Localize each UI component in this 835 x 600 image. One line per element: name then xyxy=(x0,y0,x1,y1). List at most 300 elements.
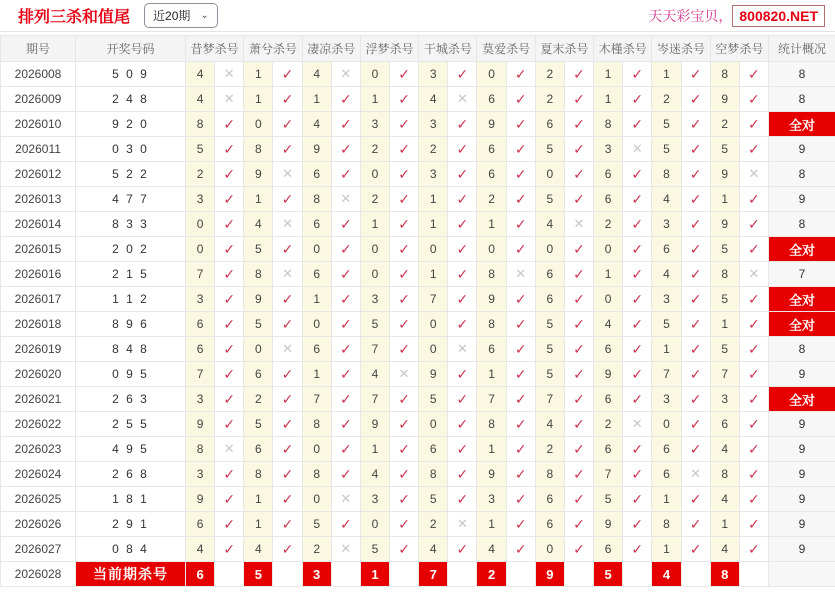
period-cell: 2026009 xyxy=(1,87,76,112)
check-icon: ✓ xyxy=(456,165,469,182)
period-cell: 2026021 xyxy=(1,387,76,412)
kill-value-cell: 0 xyxy=(302,312,331,337)
check-icon: ✓ xyxy=(631,215,644,232)
kill-value-cell: 0 xyxy=(244,112,273,137)
check-icon: ✓ xyxy=(281,415,294,432)
draw-numbers-cell: 2 4 8 xyxy=(76,87,186,112)
check-icon: ✓ xyxy=(514,165,527,182)
current-kill-mark-cell xyxy=(739,562,768,587)
kill-mark-cell xyxy=(681,237,710,262)
check-icon: ✓ xyxy=(456,315,469,332)
table-row xyxy=(1,162,835,187)
cross-icon: ✕ xyxy=(340,66,352,81)
kill-mark-cell xyxy=(739,387,768,412)
check-icon: ✓ xyxy=(281,240,294,257)
check-icon: ✓ xyxy=(573,490,585,507)
kill-value-cell: 7 xyxy=(652,362,681,387)
kill-value-cell: 6 xyxy=(302,212,331,237)
kill-value-cell: 9 xyxy=(186,487,215,512)
check-icon: ✓ xyxy=(631,190,644,207)
kill-mark-cell xyxy=(390,62,419,87)
kill-value-cell: 5 xyxy=(419,387,448,412)
kill-value-cell: 8 xyxy=(302,412,331,437)
all-correct-badge: 全对 xyxy=(768,287,835,312)
cross-icon: ✕ xyxy=(456,91,468,106)
period-cell: 2026025 xyxy=(1,487,76,512)
kill-mark-cell xyxy=(623,162,652,187)
kill-mark-cell xyxy=(506,137,535,162)
kill-mark-cell xyxy=(273,187,302,212)
check-icon: ✓ xyxy=(223,190,236,207)
check-icon: ✓ xyxy=(339,165,352,182)
draw-numbers-cell: 4 9 5 xyxy=(76,437,186,462)
kill-mark-cell xyxy=(448,62,477,87)
kill-mark-cell xyxy=(448,512,477,537)
kill-mark-cell xyxy=(390,412,419,437)
kill-value-cell: 3 xyxy=(186,387,215,412)
check-icon: ✓ xyxy=(689,240,702,257)
check-icon: ✓ xyxy=(398,515,410,532)
kill-value-cell: 4 xyxy=(594,312,623,337)
kill-mark-cell xyxy=(506,62,535,87)
kill-value-cell: 1 xyxy=(244,87,273,112)
kill-value-cell: 1 xyxy=(594,62,623,87)
kill-mark-cell xyxy=(739,162,768,187)
kill-mark-cell xyxy=(739,312,768,337)
table-row xyxy=(1,287,835,312)
kill-value-cell: 5 xyxy=(710,287,739,312)
check-icon: ✓ xyxy=(339,90,352,107)
kill-value-cell: 2 xyxy=(186,162,215,187)
check-icon: ✓ xyxy=(631,65,644,82)
kill-value-cell: 5 xyxy=(535,337,564,362)
kill-value-cell: 1 xyxy=(302,362,331,387)
kill-mark-cell xyxy=(215,462,244,487)
kill-mark-cell xyxy=(681,137,710,162)
kill-mark-cell xyxy=(681,187,710,212)
check-icon: ✓ xyxy=(339,315,352,332)
kill-mark-cell xyxy=(215,212,244,237)
kill-value-cell: 0 xyxy=(594,287,623,312)
period-cell: 2026011 xyxy=(1,137,76,162)
table-row xyxy=(1,537,835,562)
kill-mark-cell xyxy=(739,337,768,362)
check-icon: ✓ xyxy=(689,140,702,157)
check-icon: ✓ xyxy=(689,190,702,207)
kill-mark-cell xyxy=(681,487,710,512)
check-icon: ✓ xyxy=(748,115,760,132)
kill-value-cell: 1 xyxy=(302,287,331,312)
kill-mark-cell xyxy=(739,262,768,287)
period-cell: 2026024 xyxy=(1,462,76,487)
site-domain-link[interactable]: 800820.NET xyxy=(732,5,825,27)
kill-mark-cell xyxy=(448,362,477,387)
kill-mark-cell xyxy=(564,537,593,562)
kill-mark-cell xyxy=(448,487,477,512)
current-kill-value-cell: 5 xyxy=(594,562,623,587)
period-cell: 2026008 xyxy=(1,62,76,87)
kill-value-cell: 4 xyxy=(244,537,273,562)
kill-value-cell: 6 xyxy=(594,537,623,562)
kill-value-cell: 7 xyxy=(710,362,739,387)
table-row xyxy=(1,487,835,512)
kill-mark-cell xyxy=(623,87,652,112)
check-icon: ✓ xyxy=(339,290,352,307)
check-icon: ✓ xyxy=(514,65,527,82)
draw-numbers-cell: 5 0 9 xyxy=(76,62,186,87)
cross-icon: ✕ xyxy=(282,216,293,231)
kill-value-cell: 4 xyxy=(710,537,739,562)
period-cell: 2026012 xyxy=(1,162,76,187)
kill-mark-cell xyxy=(506,437,535,462)
kill-value-cell: 2 xyxy=(477,187,506,212)
kill-value-cell: 1 xyxy=(477,212,506,237)
stat-cell: 8 xyxy=(768,337,835,362)
kill-mark-cell xyxy=(623,112,652,137)
cross-icon: ✕ xyxy=(631,416,643,431)
check-icon: ✓ xyxy=(398,65,410,82)
check-icon: ✓ xyxy=(748,440,760,457)
check-icon: ✓ xyxy=(689,215,702,232)
kill-value-cell: 4 xyxy=(710,487,739,512)
kill-mark-cell xyxy=(331,512,360,537)
kill-mark-cell xyxy=(273,237,302,262)
kill-value-cell: 4 xyxy=(535,412,564,437)
kill-mark-cell xyxy=(273,362,302,387)
kill-mark-cell xyxy=(564,112,593,137)
check-icon: ✓ xyxy=(631,340,644,357)
kill-value-cell: 6 xyxy=(652,237,681,262)
kill-mark-cell xyxy=(681,512,710,537)
kill-mark-cell xyxy=(506,487,535,512)
kill-value-cell: 4 xyxy=(652,187,681,212)
check-icon: ✓ xyxy=(281,365,294,382)
kill-mark-cell xyxy=(273,87,302,112)
kill-value-cell: 0 xyxy=(535,162,564,187)
period-range-value: 近20期 xyxy=(153,9,191,23)
kill-mark-cell xyxy=(564,162,593,187)
kill-mark-cell xyxy=(623,362,652,387)
kill-mark-cell xyxy=(681,462,710,487)
check-icon: ✓ xyxy=(281,490,294,507)
table-row xyxy=(1,87,835,112)
kill-value-cell: 1 xyxy=(652,62,681,87)
kill-mark-cell xyxy=(448,312,477,337)
kill-value-cell: 6 xyxy=(186,312,215,337)
check-icon: ✓ xyxy=(631,265,644,282)
check-icon: ✓ xyxy=(748,415,760,432)
kill-mark-cell xyxy=(564,462,593,487)
draw-numbers-cell: 2 6 8 xyxy=(76,462,186,487)
column-header-killer-4: 浮梦杀号 xyxy=(360,36,418,62)
check-icon: ✓ xyxy=(573,290,585,307)
kill-value-cell: 6 xyxy=(535,487,564,512)
check-icon: ✓ xyxy=(456,190,469,207)
kill-mark-cell xyxy=(215,312,244,337)
draw-numbers-cell: 2 6 3 xyxy=(76,387,186,412)
check-icon: ✓ xyxy=(223,540,236,557)
kill-value-cell: 5 xyxy=(244,312,273,337)
kill-value-cell: 3 xyxy=(360,487,389,512)
check-icon: ✓ xyxy=(223,365,236,382)
kill-value-cell: 8 xyxy=(535,462,564,487)
column-header-killer-3: 凄凉杀号 xyxy=(302,36,360,62)
period-cell: 2026013 xyxy=(1,187,76,212)
kill-mark-cell xyxy=(390,262,419,287)
kill-value-cell: 2 xyxy=(244,387,273,412)
kill-mark-cell xyxy=(390,462,419,487)
kill-value-cell: 0 xyxy=(360,262,389,287)
kill-value-cell: 6 xyxy=(535,262,564,287)
kill-mark-cell xyxy=(331,162,360,187)
kill-mark-cell xyxy=(331,487,360,512)
kill-value-cell: 6 xyxy=(535,512,564,537)
kill-value-cell: 3 xyxy=(594,137,623,162)
kill-mark-cell xyxy=(739,112,768,137)
kill-mark-cell xyxy=(506,537,535,562)
kill-mark-cell xyxy=(273,337,302,362)
kill-value-cell: 8 xyxy=(652,162,681,187)
period-cell: 2026014 xyxy=(1,212,76,237)
kill-value-cell: 4 xyxy=(302,112,331,137)
kill-value-cell: 9 xyxy=(710,212,739,237)
kill-value-cell: 1 xyxy=(360,212,389,237)
kill-value-cell: 1 xyxy=(419,212,448,237)
draw-numbers-cell: 1 8 1 xyxy=(76,487,186,512)
kill-mark-cell xyxy=(331,362,360,387)
check-icon: ✓ xyxy=(281,65,294,82)
kill-mark-cell xyxy=(390,312,419,337)
kill-mark-cell xyxy=(448,437,477,462)
stat-cell: 9 xyxy=(768,187,835,212)
draw-numbers-cell: 8 9 6 xyxy=(76,312,186,337)
current-kill-value-cell: 1 xyxy=(360,562,389,587)
check-icon: ✓ xyxy=(573,340,585,357)
check-icon: ✓ xyxy=(339,440,352,457)
kill-mark-cell xyxy=(564,362,593,387)
kill-value-cell: 5 xyxy=(535,312,564,337)
stat-cell: 9 xyxy=(768,362,835,387)
kill-value-cell: 6 xyxy=(710,412,739,437)
kill-value-cell: 1 xyxy=(594,87,623,112)
check-icon: ✓ xyxy=(748,540,760,557)
check-icon: ✓ xyxy=(398,190,410,207)
kill-mark-cell xyxy=(215,187,244,212)
all-correct-badge: 全对 xyxy=(768,112,835,137)
kill-value-cell: 2 xyxy=(594,412,623,437)
kill-mark-cell xyxy=(623,312,652,337)
kill-mark-cell xyxy=(681,337,710,362)
kill-mark-cell xyxy=(448,237,477,262)
kill-mark-cell xyxy=(739,62,768,87)
current-kill-value-cell: 3 xyxy=(302,562,331,587)
cross-icon: ✕ xyxy=(456,341,468,356)
kill-mark-cell xyxy=(273,387,302,412)
period-cell: 2026019 xyxy=(1,337,76,362)
kill-value-cell: 1 xyxy=(302,87,331,112)
check-icon: ✓ xyxy=(281,190,294,207)
check-icon: ✓ xyxy=(456,140,469,157)
kill-mark-cell xyxy=(739,487,768,512)
chevron-down-icon: ⌄ xyxy=(200,9,209,21)
draw-numbers-cell: 2 5 5 xyxy=(76,412,186,437)
kill-value-cell: 0 xyxy=(302,237,331,262)
check-icon: ✓ xyxy=(398,140,410,157)
top-toolbar xyxy=(0,0,835,32)
check-icon: ✓ xyxy=(514,115,527,132)
kill-mark-cell xyxy=(623,537,652,562)
check-icon: ✓ xyxy=(573,165,585,182)
current-kill-mark-cell xyxy=(215,562,244,587)
check-icon: ✓ xyxy=(398,415,410,432)
stat-cell: 9 xyxy=(768,462,835,487)
check-icon: ✓ xyxy=(456,440,469,457)
check-icon: ✓ xyxy=(456,465,469,482)
kill-mark-cell xyxy=(273,412,302,437)
kill-mark-cell xyxy=(215,487,244,512)
kill-value-cell: 4 xyxy=(419,87,448,112)
check-icon: ✓ xyxy=(456,115,469,132)
kill-mark-cell xyxy=(390,537,419,562)
kill-value-cell: 5 xyxy=(186,137,215,162)
table-row xyxy=(1,62,835,87)
check-icon: ✓ xyxy=(573,415,585,432)
check-icon: ✓ xyxy=(689,65,702,82)
check-icon: ✓ xyxy=(631,390,644,407)
table-row xyxy=(1,362,835,387)
kill-mark-cell xyxy=(273,537,302,562)
kill-value-cell: 3 xyxy=(419,112,448,137)
kill-value-cell: 5 xyxy=(302,512,331,537)
kill-mark-cell xyxy=(390,87,419,112)
all-correct-badge: 全对 xyxy=(768,387,835,412)
check-icon: ✓ xyxy=(514,490,527,507)
period-range-select[interactable] xyxy=(144,3,218,28)
kill-mark-cell xyxy=(273,137,302,162)
kill-mark-cell xyxy=(215,237,244,262)
check-icon: ✓ xyxy=(514,90,527,107)
kill-value-cell: 9 xyxy=(244,287,273,312)
kill-mark-cell xyxy=(506,87,535,112)
check-icon: ✓ xyxy=(223,240,236,257)
draw-numbers-cell: 2 1 5 xyxy=(76,262,186,287)
period-cell: 2026026 xyxy=(1,512,76,537)
kill-mark-cell xyxy=(623,512,652,537)
kill-value-cell: 7 xyxy=(360,337,389,362)
check-icon: ✓ xyxy=(573,465,585,482)
check-icon: ✓ xyxy=(339,340,352,357)
check-icon: ✓ xyxy=(398,490,410,507)
check-icon: ✓ xyxy=(514,315,527,332)
kill-mark-cell xyxy=(564,337,593,362)
kill-value-cell: 8 xyxy=(477,312,506,337)
kill-mark-cell xyxy=(390,112,419,137)
kill-value-cell: 5 xyxy=(535,187,564,212)
draw-numbers-cell: 0 8 4 xyxy=(76,537,186,562)
kill-mark-cell xyxy=(739,512,768,537)
check-icon: ✓ xyxy=(398,440,410,457)
kill-value-cell: 8 xyxy=(302,462,331,487)
kill-value-cell: 4 xyxy=(186,537,215,562)
kill-mark-cell xyxy=(506,337,535,362)
check-icon: ✓ xyxy=(748,240,760,257)
kill-mark-cell xyxy=(331,62,360,87)
kill-value-cell: 8 xyxy=(710,62,739,87)
kill-mark-cell xyxy=(215,112,244,137)
check-icon: ✓ xyxy=(281,290,294,307)
kill-mark-cell xyxy=(739,237,768,262)
check-icon: ✓ xyxy=(456,390,469,407)
check-icon: ✓ xyxy=(456,65,469,82)
kill-value-cell: 1 xyxy=(652,487,681,512)
kill-value-cell: 8 xyxy=(477,412,506,437)
kill-value-cell: 8 xyxy=(710,462,739,487)
check-icon: ✓ xyxy=(748,90,760,107)
current-kill-value-cell: 2 xyxy=(477,562,506,587)
current-kill-mark-cell xyxy=(623,562,652,587)
kill-value-cell: 0 xyxy=(360,162,389,187)
kill-mark-cell xyxy=(681,287,710,312)
kill-mark-cell xyxy=(564,487,593,512)
period-cell: 2026028 xyxy=(1,562,76,587)
check-icon: ✓ xyxy=(223,415,236,432)
table-row xyxy=(1,387,835,412)
current-kill-mark-cell xyxy=(331,562,360,587)
check-icon: ✓ xyxy=(514,340,527,357)
kill-value-cell: 6 xyxy=(302,162,331,187)
cross-icon: ✕ xyxy=(690,466,702,481)
table-row xyxy=(1,137,835,162)
check-icon: ✓ xyxy=(339,265,352,282)
kill-value-cell: 5 xyxy=(244,237,273,262)
kill-mark-cell xyxy=(215,262,244,287)
draw-numbers-cell: 8 4 8 xyxy=(76,337,186,362)
kill-mark-cell xyxy=(448,287,477,312)
kill-mark-cell xyxy=(331,312,360,337)
kill-value-cell: 4 xyxy=(477,537,506,562)
kill-value-cell: 9 xyxy=(302,137,331,162)
kill-value-cell: 6 xyxy=(535,112,564,137)
check-icon: ✓ xyxy=(631,465,644,482)
check-icon: ✓ xyxy=(398,540,410,557)
cross-icon: ✕ xyxy=(456,516,468,531)
kill-value-cell: 5 xyxy=(594,487,623,512)
check-icon: ✓ xyxy=(339,390,352,407)
kill-mark-cell xyxy=(623,262,652,287)
kill-mark-cell xyxy=(623,437,652,462)
kill-value-cell: 3 xyxy=(186,462,215,487)
check-icon: ✓ xyxy=(573,65,585,82)
kill-value-cell: 9 xyxy=(594,362,623,387)
check-icon: ✓ xyxy=(223,315,236,332)
kill-value-cell: 4 xyxy=(652,262,681,287)
kill-mark-cell xyxy=(390,137,419,162)
stat-cell: 9 xyxy=(768,137,835,162)
check-icon: ✓ xyxy=(689,390,702,407)
kill-mark-cell xyxy=(623,137,652,162)
stat-cell: 7 xyxy=(768,262,835,287)
check-icon: ✓ xyxy=(573,240,585,257)
kill-value-cell: 6 xyxy=(477,87,506,112)
table-row xyxy=(1,437,835,462)
check-icon: ✓ xyxy=(748,390,760,407)
check-icon: ✓ xyxy=(631,440,644,457)
kill-mark-cell xyxy=(739,87,768,112)
check-icon: ✓ xyxy=(398,240,410,257)
kill-value-cell: 1 xyxy=(710,187,739,212)
check-icon: ✓ xyxy=(631,115,644,132)
kill-mark-cell xyxy=(448,262,477,287)
